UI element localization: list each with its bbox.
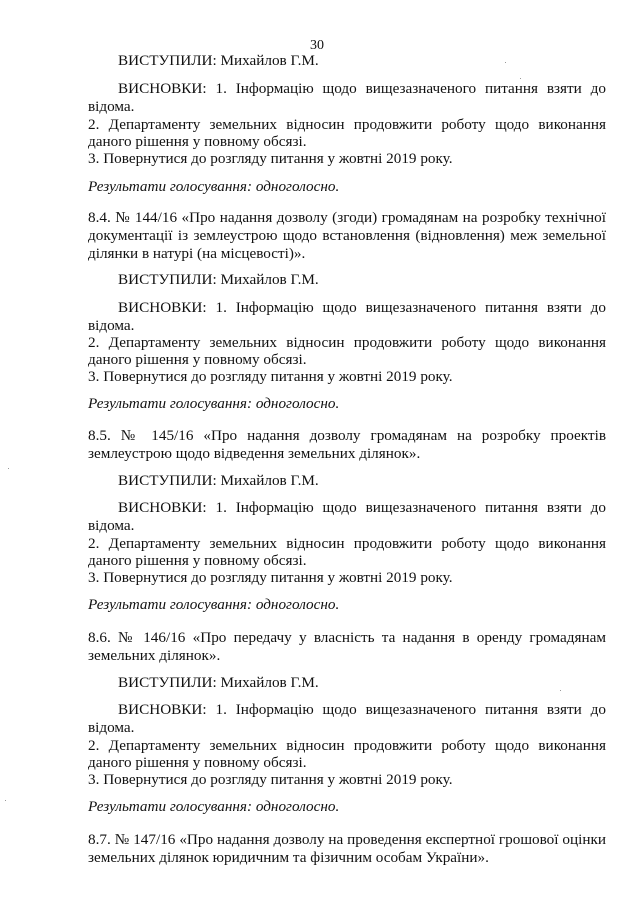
text-line: відома. <box>88 317 135 334</box>
agenda-item-heading: документації із землеустрою щодо встановлення (відновлення) меж земельної <box>88 227 606 244</box>
text-line: відома. <box>88 719 135 736</box>
conclusions-line: ВИСНОВКИ: 1. Інформацію щодо вищезазначеного питання взяти до <box>118 499 606 516</box>
conclusions-line: ВИСНОВКИ: 1. Інформацію щодо вищезазначеного питання взяти до <box>118 701 606 718</box>
conclusions-line: ВИСНОВКИ: 1. Інформацію щодо вищезазначеного питання взяти до <box>118 80 606 97</box>
speakers-line: ВИСТУПИЛИ: Михайлов Г.М. <box>118 52 319 69</box>
voting-result: Результати голосування: одноголосно. <box>88 596 340 613</box>
text-line: 2. Департаменту земельних відносин продовжити роботу щодо виконання <box>88 334 606 351</box>
text-line: 3. Повернутися до розгляду питання у жовтні 2019 року. <box>88 569 453 586</box>
agenda-item-heading: земельних ділянок». <box>88 647 221 664</box>
text-line: 3. Повернутися до розгляду питання у жовтні 2019 року. <box>88 150 453 167</box>
agenda-item-heading: 8.7. № 147/16 «Про надання дозволу на проведення експертної грошової оцінки <box>88 831 606 848</box>
scan-speck <box>5 800 6 801</box>
agenda-item-heading: 8.6. № 146/16 «Про передачу у власність та надання в оренду громадянам <box>88 629 606 646</box>
agenda-item-heading: земельних ділянок юридичним та фізичним особам України». <box>88 849 489 866</box>
scan-speck <box>520 78 521 79</box>
speakers-line: ВИСТУПИЛИ: Михайлов Г.М. <box>118 674 319 691</box>
text-line: 2. Департаменту земельних відносин продовжити роботу щодо виконання <box>88 535 606 552</box>
text-line: відома. <box>88 517 135 534</box>
speakers-line: ВИСТУПИЛИ: Михайлов Г.М. <box>118 472 319 489</box>
text-line: даного рішення у повному обсязі. <box>88 351 307 368</box>
page-number: 30 <box>310 38 324 53</box>
voting-result: Результати голосування: одноголосно. <box>88 178 340 195</box>
agenda-item-heading: 8.5. № 145/16 «Про надання дозволу громадянам на розробку проектів <box>88 427 606 444</box>
text-line: даного рішення у повному обсязі. <box>88 552 307 569</box>
text-line: 2. Департаменту земельних відносин продовжити роботу щодо виконання <box>88 116 606 133</box>
voting-result: Результати голосування: одноголосно. <box>88 395 340 412</box>
agenda-item-heading: землеустрою щодо відведення земельних ділянок». <box>88 445 421 462</box>
speakers-line: ВИСТУПИЛИ: Михайлов Г.М. <box>118 271 319 288</box>
text-line: 2. Департаменту земельних відносин продовжити роботу щодо виконання <box>88 737 606 754</box>
agenda-item-heading: 8.4. № 144/16 «Про надання дозволу (згоди) громадянам на розробку технічної <box>88 209 606 226</box>
scan-speck <box>8 468 9 469</box>
voting-result: Результати голосування: одноголосно. <box>88 798 340 815</box>
text-line: даного рішення у повному обсязі. <box>88 754 307 771</box>
agenda-item-heading: ділянки в натурі (на місцевості)». <box>88 245 306 262</box>
conclusions-line: ВИСНОВКИ: 1. Інформацію щодо вищезазначеного питання взяти до <box>118 299 606 316</box>
scan-speck <box>560 690 561 691</box>
text-line: 3. Повернутися до розгляду питання у жовтні 2019 року. <box>88 771 453 788</box>
scan-speck <box>505 62 506 63</box>
text-line: даного рішення у повному обсязі. <box>88 133 307 150</box>
text-line: 3. Повернутися до розгляду питання у жовтні 2019 року. <box>88 368 453 385</box>
text-line: відома. <box>88 98 135 115</box>
